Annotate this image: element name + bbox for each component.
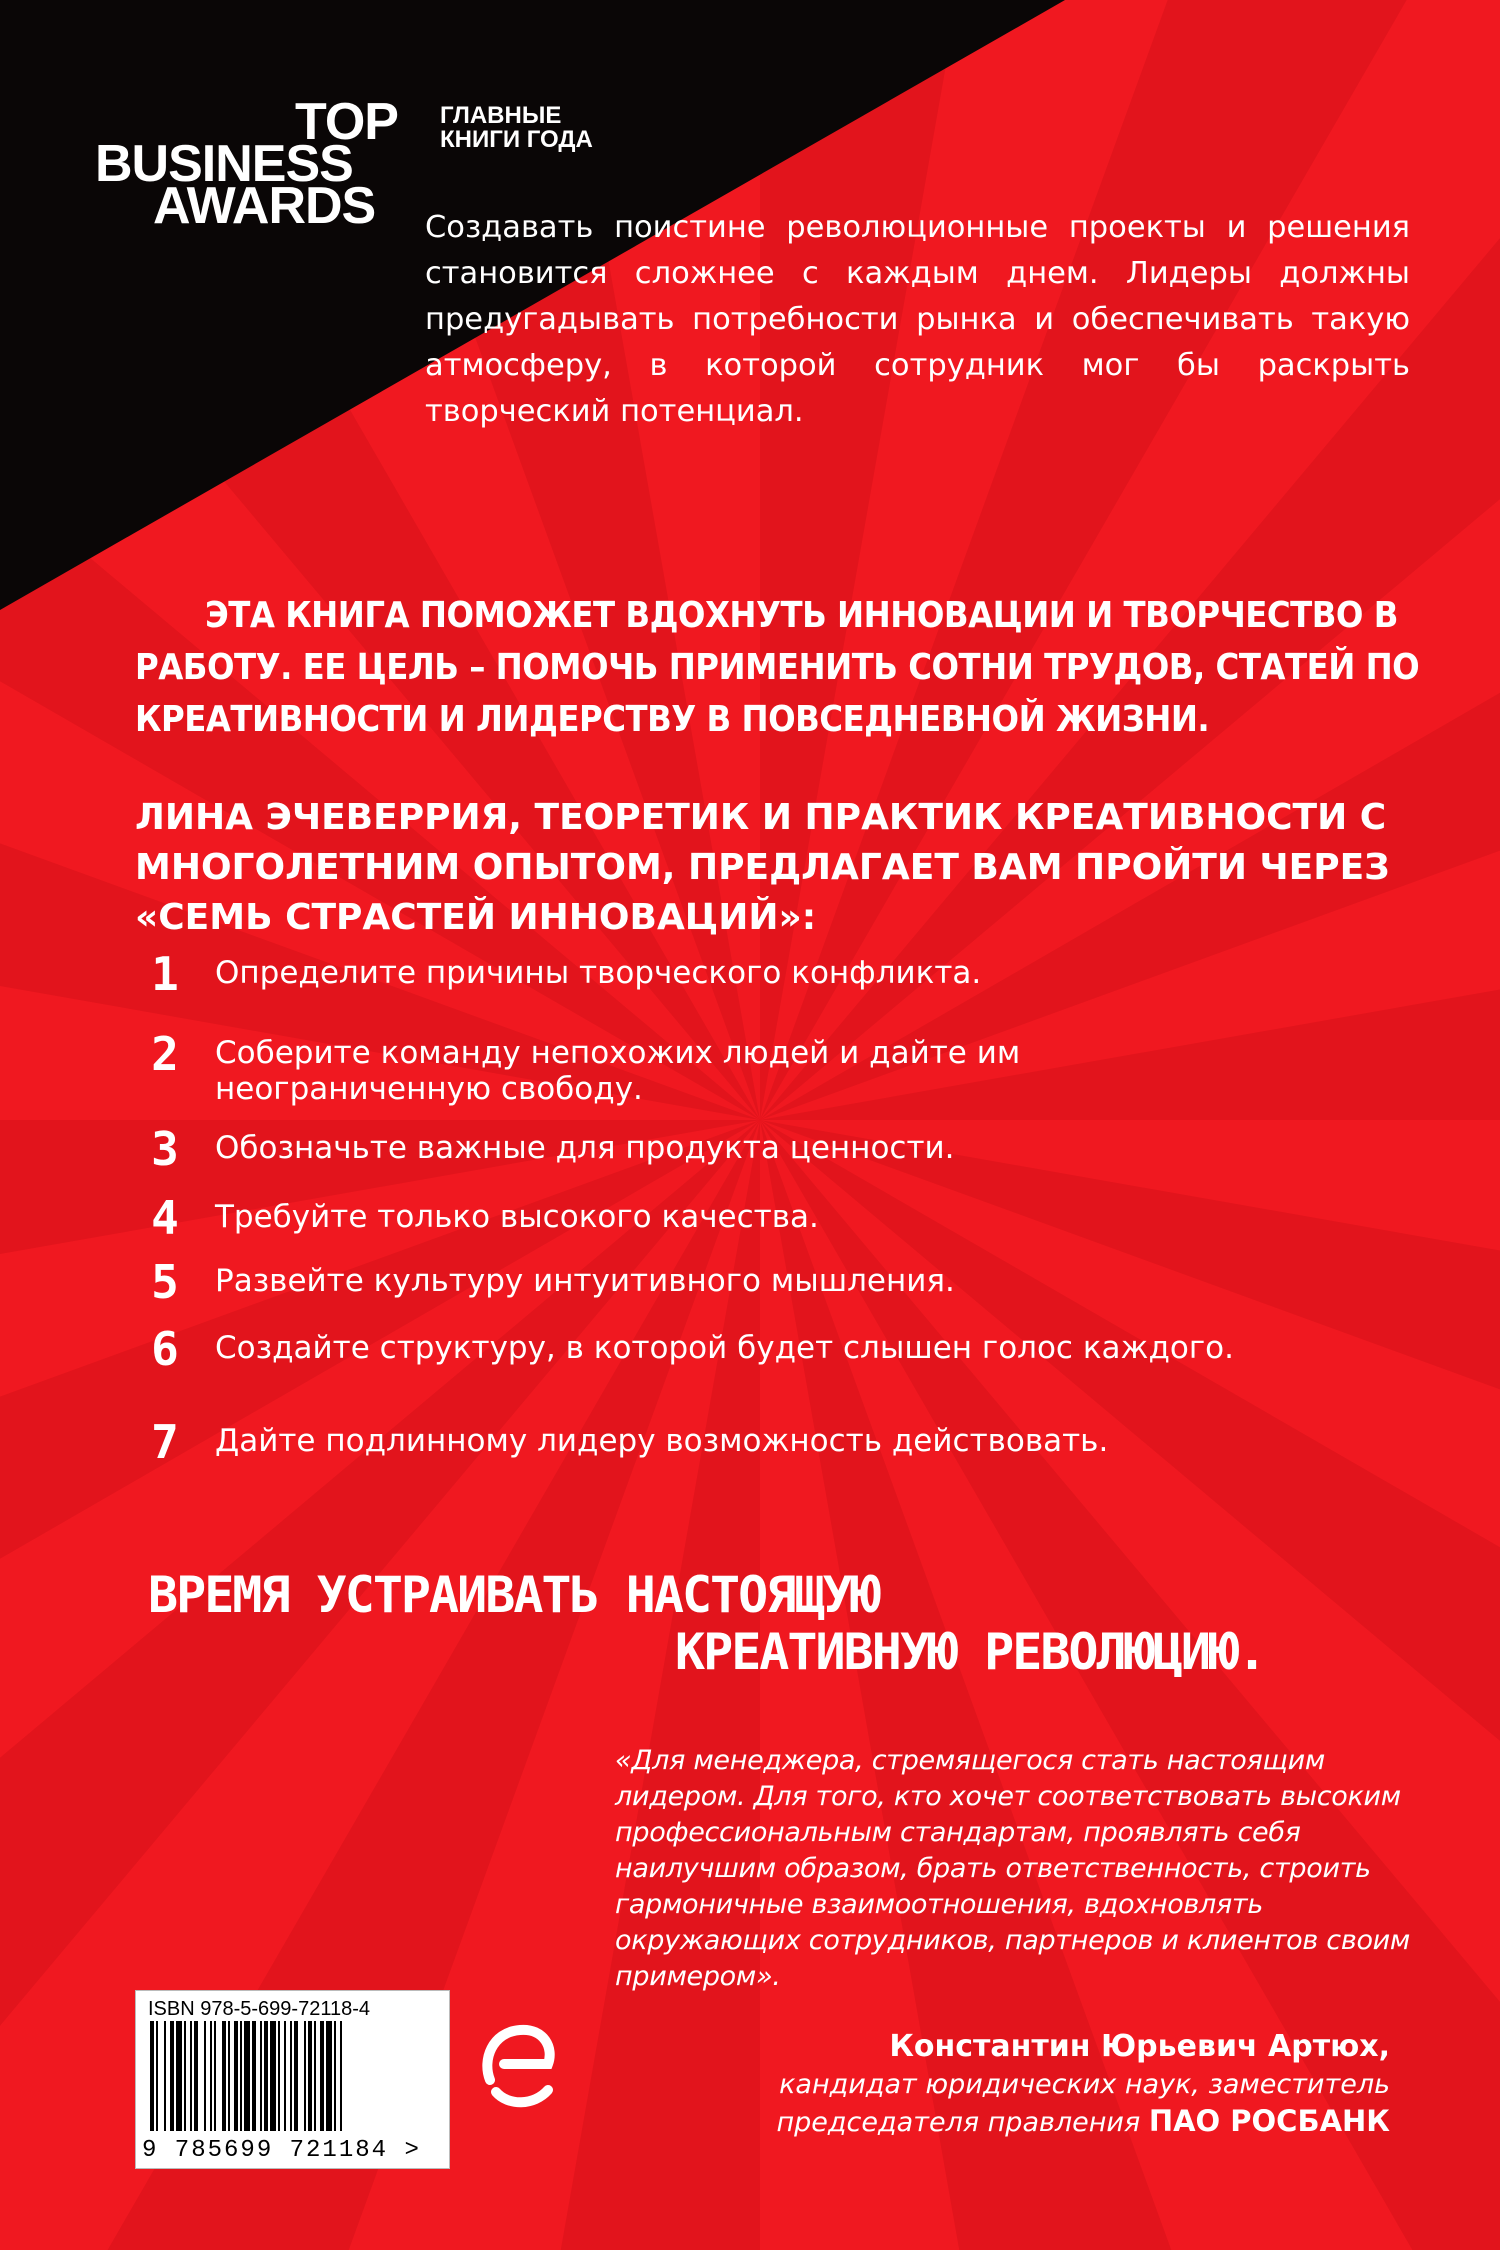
barcode-bar (194, 2021, 198, 2131)
barcode-bar (222, 2021, 226, 2131)
barcode-bar (290, 2021, 292, 2131)
barcode-bar (228, 2021, 230, 2131)
intro-paragraph (425, 205, 1410, 435)
list-number: 4 (151, 1191, 179, 1245)
award-word-top: TOP (295, 93, 398, 151)
testimonial-text: «Для менеджера, стремящегося стать настоящим лидером. Для того, кто хочет соответствовать высоким профессиональным стандартам, проявлять себя наилучшим образом, брать ответственность, строить гармоничные взаимоотношения, вдохновлять окружающих сотрудников, партнеров и клиентов своим примером». (615, 1745, 1410, 1992)
testimonial-author-position: председателя правления (776, 2107, 1141, 2138)
barcode-bar (244, 2021, 250, 2131)
list-item-text: Определите причины творческого конфликта. (215, 955, 982, 991)
list-item-text: Развейте культуру интуитивного мышления. (215, 1263, 955, 1299)
publisher-e-logo-icon (478, 2020, 558, 2112)
book-description (135, 590, 1425, 746)
barcode-bar (190, 2021, 192, 2131)
barcode-bar (210, 2021, 212, 2131)
list-number: 1 (151, 947, 179, 1001)
list-number: 3 (151, 1122, 179, 1176)
list-number: 2 (151, 1027, 179, 1081)
list-number: 7 (151, 1415, 179, 1469)
barcode-bar (326, 2021, 332, 2131)
barcode-bar (184, 2021, 186, 2131)
barcode-bar (340, 2021, 342, 2131)
barcode-bar (294, 2021, 298, 2131)
barcode-bar (334, 2021, 336, 2131)
intro-text: Создавать поистине революционные проекты и решения становится сложнее с каждым днем. Лидеры должны предугадывать потребности рынка и обеспечивать такую атмосферу, в которой сотрудник мог бы раскрыть творческий потенциал. (425, 210, 1410, 429)
list-item-text: Требуйте только высокого качества. (215, 1199, 819, 1235)
testimonial-signature (776, 2027, 1390, 2141)
barcode-bar (264, 2021, 268, 2131)
barcode-bar (150, 2021, 154, 2131)
award-tag-line-2: КНИГИ ГОДА (440, 126, 593, 153)
bank-name: ПАО РОСБАНК (1148, 2104, 1390, 2138)
barcode-bars (136, 2021, 449, 2139)
testimonial-author-name: Константин Юрьевич Артюх, (889, 2029, 1390, 2064)
author-introduction-text: ЛИНА ЭЧЕВЕРРИЯ, ТЕОРЕТИК И ПРАКТИК КРЕАТИВНОСТИ С МНОГОЛЕТНИМ ОПЫТОМ, ПРЕДЛАГАЕТ ВАМ ПРОЙТИ ЧЕРЕЗ «СЕМЬ СТРАСТЕЙ ИННОВАЦИЙ»: (135, 797, 1390, 938)
award-word-business: BUSINESS (95, 135, 353, 193)
barcode-bar (204, 2021, 206, 2131)
barcode-bar (164, 2021, 166, 2131)
barcode-bar (240, 2021, 242, 2131)
barcode-bar (260, 2021, 262, 2131)
testimonial-author-title-line-2 (776, 2103, 1390, 2141)
barcode-bar (170, 2021, 174, 2131)
barcode-bar (214, 2021, 216, 2131)
barcode-bar (308, 2021, 312, 2131)
list-item-text: Соберите команду непохожих людей и дайте им неограниченную свободу. (215, 1035, 1021, 1107)
barcode-bar (234, 2021, 238, 2131)
testimonial-quote (615, 1743, 1415, 1995)
award-word-awards: AWARDS (153, 177, 376, 235)
barcode-bar (156, 2021, 158, 2131)
barcode-bar (304, 2021, 306, 2131)
list-item-text: Дайте подлинному лидеру возможность действовать. (215, 1423, 1109, 1459)
list-number: 5 (151, 1255, 179, 1309)
list-number: 6 (151, 1322, 179, 1376)
award-tag-line-1: ГЛАВНЫЕ (440, 102, 562, 129)
barcode-bar (252, 2021, 256, 2131)
list-item-text: Создайте структуру, в которой будет слышен голос каждого. (215, 1330, 1234, 1366)
slogan-line-2: КРЕАТИВНУЮ РЕВОЛЮЦИЮ. (675, 1623, 1266, 1681)
barcode-bar (278, 2021, 280, 2131)
barcode-bar (284, 2021, 286, 2131)
barcode-bar (320, 2021, 324, 2131)
list-item-text: Обозначьте важные для продукта ценности. (215, 1130, 955, 1166)
book-description-text: ЭТА КНИГА ПОМОЖЕТ ВДОХНУТЬ ИННОВАЦИИ И ТВОРЧЕСТВО В РАБОТУ. ЕЕ ЦЕЛЬ – ПОМОЧЬ ПРИМЕНИТЬ СОТНИ ТРУДОВ, СТАТЕЙ ПО КРЕАТИВНОСТИ И ЛИДЕРСТВУ В ПОВСЕДНЕВНОЙ ЖИЗНИ. (135, 595, 1420, 740)
isbn-number: ISBN 978-5-699-72118-4 (148, 1998, 370, 2020)
slogan-line-1: ВРЕМЯ УСТРАИВАТЬ НАСТОЯЩУЮ (148, 1566, 879, 1624)
isbn-barcode (135, 1990, 450, 2169)
barcode-bar (314, 2021, 316, 2131)
barcode-bar (176, 2021, 182, 2131)
author-introduction (135, 793, 1425, 943)
barcode-bar (270, 2021, 276, 2131)
testimonial-author-title: кандидат юридических наук, заместитель (779, 2069, 1390, 2100)
barcode-digits: 9 785699 721184 > (142, 2137, 421, 2164)
